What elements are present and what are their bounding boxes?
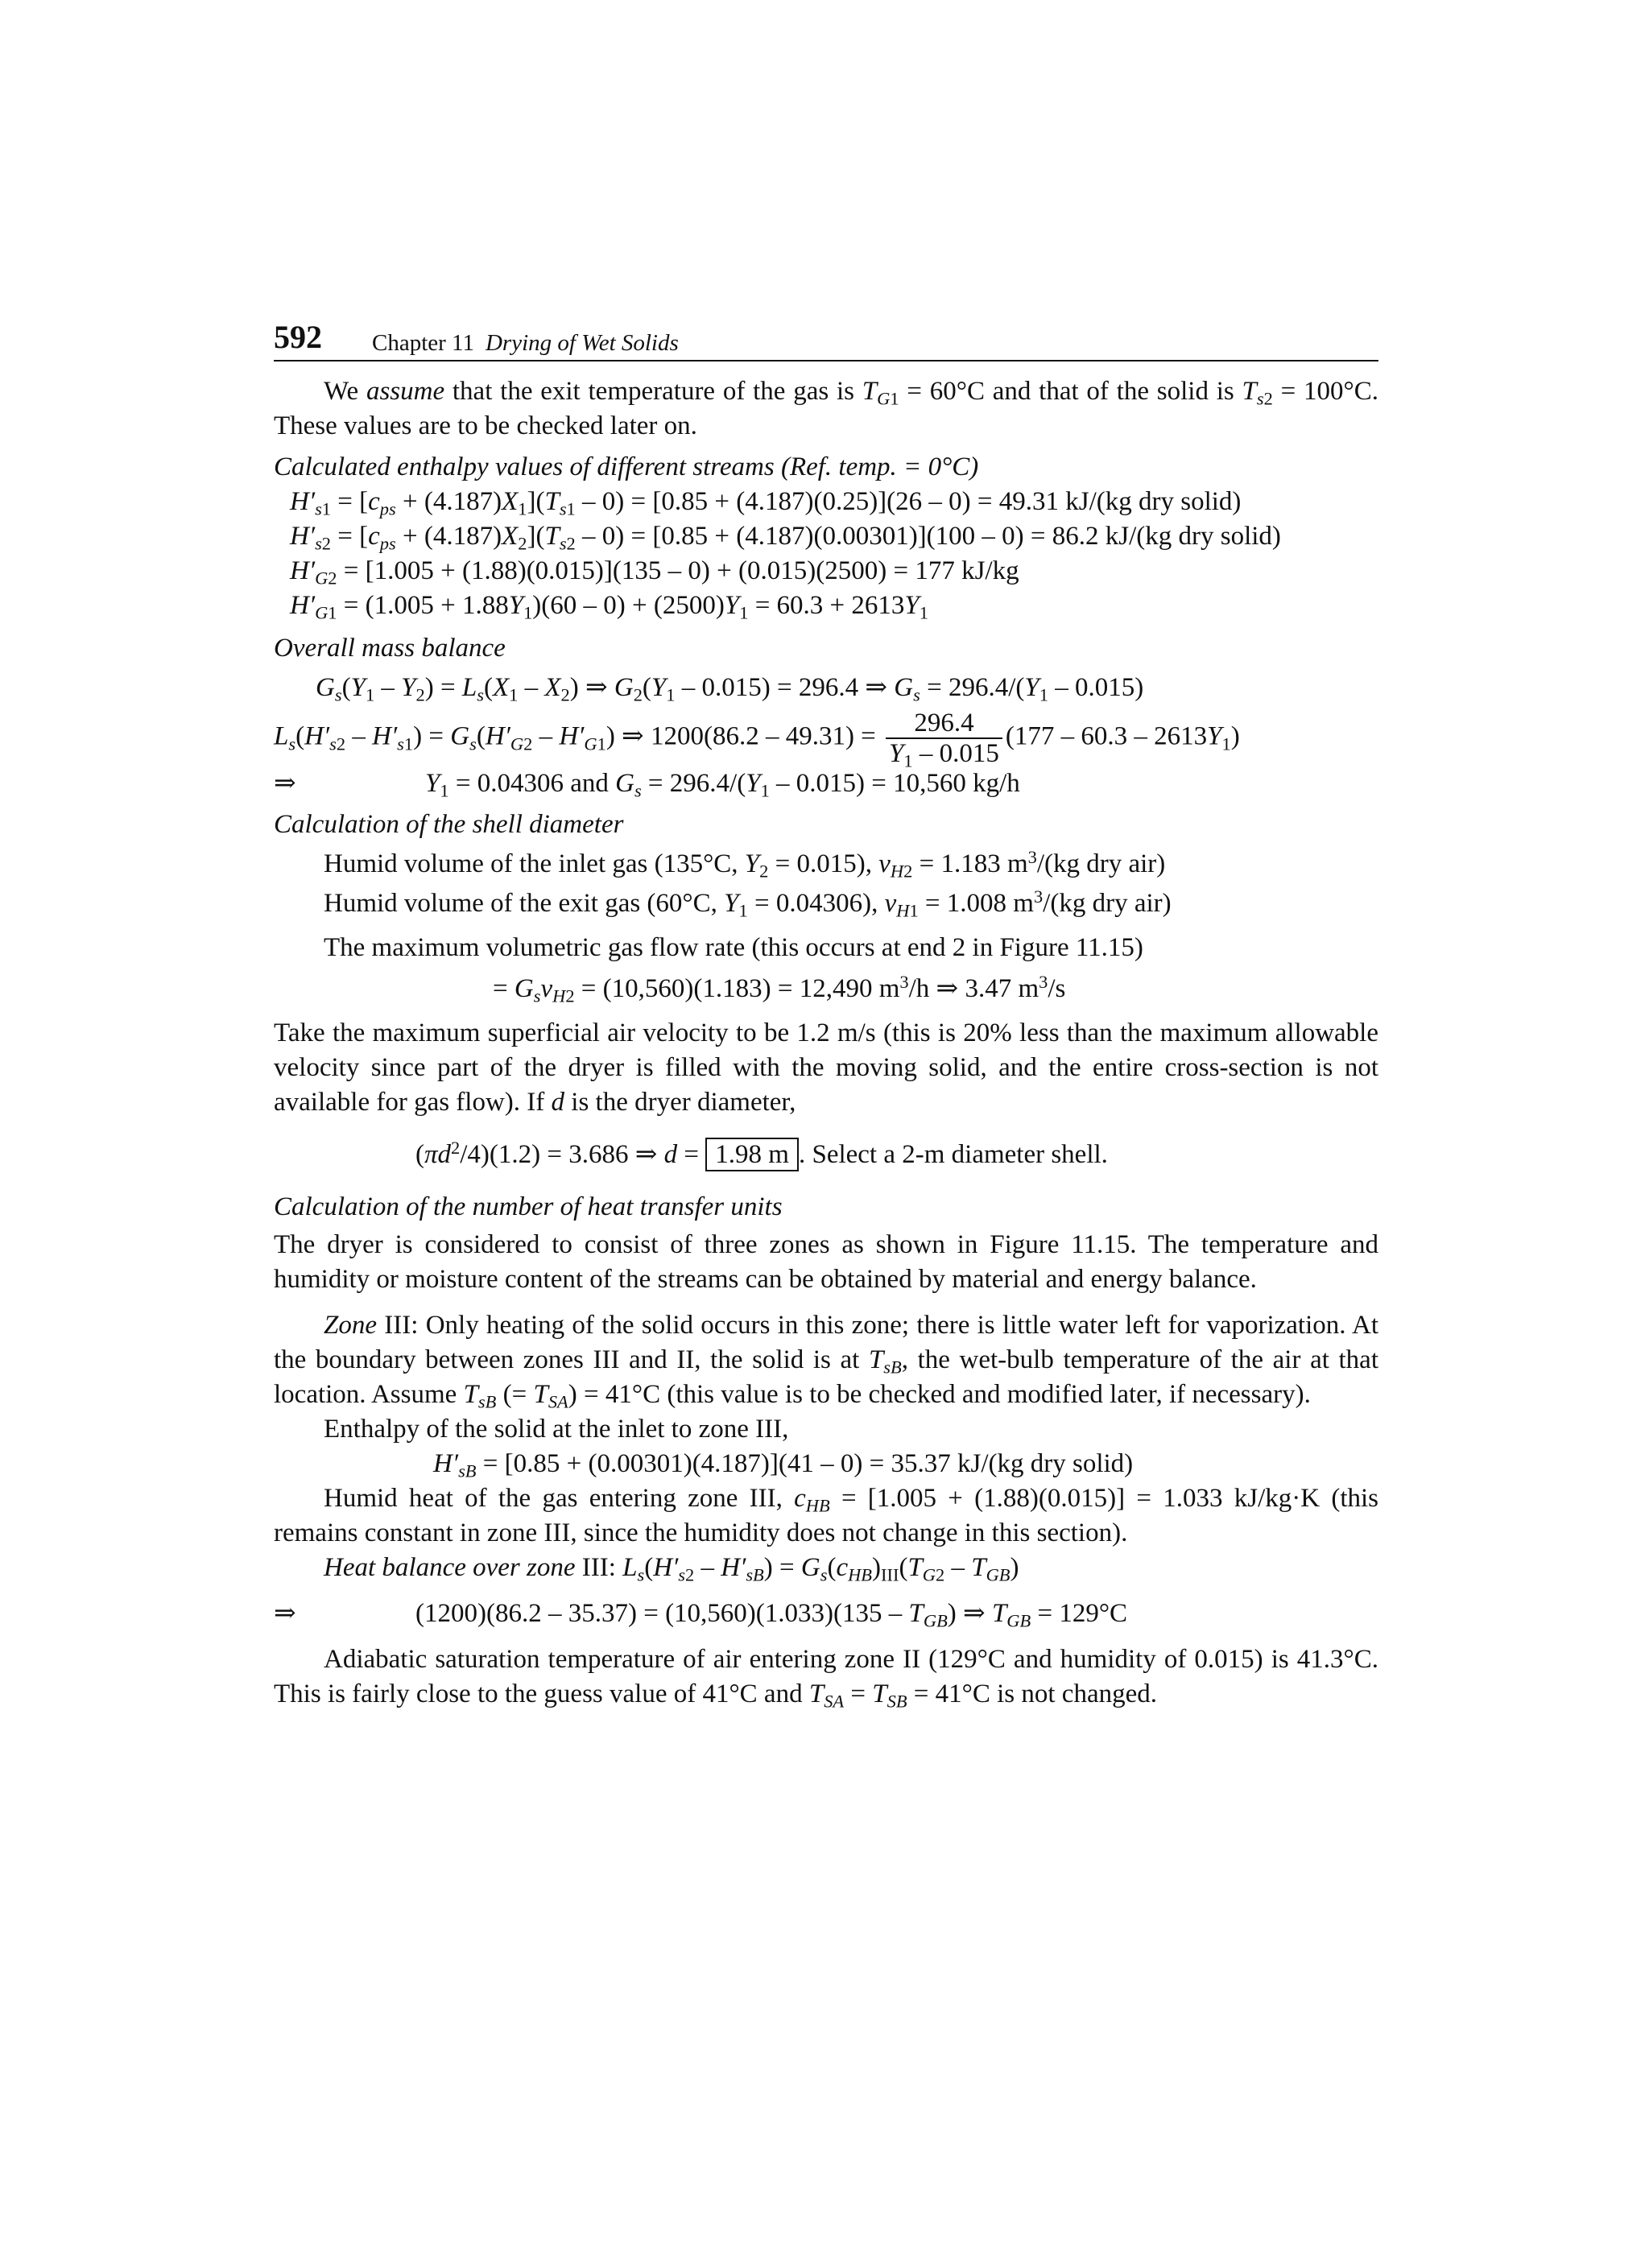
equation-hg1: $H'_{G1} = (1.005 + 1.88Y_1)(60 - 0) + (2500)Y_1 = 60.3 + 2613Y_1$ <box>290 591 928 623</box>
humid-volume-exit: Humid volume of the exit gas (60°C, $Y_1 = 0.04306$), $v_{H1} = 1.008$ $m^3/(kg$ dry air) <box>324 886 1172 921</box>
humid-heat-paragraph: Humid heat of the gas entering zone III, $c_{HB} = [1.005 + (1.88)(0.015)] = 1.033$ kJ/kg·K (this remains constant in zone III, since the humidity does not change in this section). <box>274 1484 1378 1547</box>
equation-hs2: $H'_{s2} = [c_{ps} + (4.187)X_2](T_{s2} - 0) = [0.85 + (4.187)(0.00301)](100 - 0) = 86.2$ kJ/(kg dry solid) <box>290 522 1281 554</box>
equation-mass-balance: $G_s(Y_1 - Y_2) = L_s(X_1 - X_2)$ ⇒ $G_2(Y_1 - 0.015) = 296.4$ ⇒ $G_s = 296.4/(Y_1 - 0.015)$ <box>316 673 1144 705</box>
fraction: $\frac{296.4}{Y_1 - 0.015}$ <box>886 708 1002 768</box>
equation-hsb: $H'_{sB} = [0.85 + (0.00301)(4.187)](41 - 0) = 35.37$ kJ/(kg dry solid) <box>433 1449 1134 1481</box>
section-heading-ntu: Calculation of the number of heat transfer units <box>274 1192 783 1221</box>
chapter-number: Chapter 11 <box>372 330 474 356</box>
equation-hs1: $H'_{s1} = [c_{ps} + (4.187)X_1](T_{s1} - 0) = [0.85 + (4.187)(0.25)](26 - 0) = 49.31$ kJ/(kg dry solid) <box>290 487 1242 519</box>
assumption-paragraph: We assume that the exit temperature of the gas is $T_{G1} = 60^\circ C$ and that of the solid is $T_{s2} = 100^\circ C$. These values are to be checked later on. <box>274 377 1378 440</box>
equation-result-tgb: ⇒ $(1200)(86.2 - 35.37) = (10,560)(1.033)(135 - T_{GB})$ ⇒ $T_{GB} = 129^\circ C$ <box>274 1599 1128 1631</box>
zones-paragraph: The dryer is considered to consist of three zones as shown in Figure 11.15. The temperature and humidity or moisture content of the streams can be obtained by material and energy balance. <box>274 1230 1378 1294</box>
section-heading-mass-balance: Overall mass balance <box>274 634 506 663</box>
enthalpy-equations <box>274 485 1378 623</box>
equation-result-y1: ⇒ $Y_1 = 0.04306$ and $G_s = 296.4/(Y_1 - 0.015) = 10,560$ kg/h <box>274 769 1020 801</box>
running-header <box>274 318 1378 361</box>
page-content <box>274 318 1378 1712</box>
chapter-label <box>372 326 679 361</box>
page-number: 592 <box>274 319 322 355</box>
max-flow-text: The maximum volumetric gas flow rate (this occurs at end 2 in Figure 11.15) <box>324 933 1143 962</box>
humid-volume-inlet: Humid volume of the inlet gas (135°C, $Y_2 = 0.015$), $v_{H2} = 1.183$ $m^3/(kg$ dry air) <box>324 846 1166 882</box>
equation-max-flow: = $G_sv_{H2} = (10,560)(1.183) = 12,490$ $m^3/h$ ⇒ 3.47 $m^3/s$ <box>493 971 1066 1006</box>
heat-balance-line: Heat balance over zone III: $L_s(H'_{s2} - H'_{sB}) = G_s(c_{HB})_{III}(T_{G2} - T_{GB})$ <box>324 1553 1019 1585</box>
equation-diameter: $(\pi d^2/4)(1.2) = 3.686$ ⇒ d = 1.98 m . Select a 2-m diameter shell. <box>274 1138 1378 1172</box>
section-heading-shell: Calculation of the shell diameter <box>274 810 624 839</box>
humid-volumes <box>274 847 1378 965</box>
chapter-title: Drying of Wet Solids <box>485 330 679 356</box>
adiabatic-paragraph: Adiabatic saturation temperature of air entering zone II (129°C and humidity of 0.015) is 41.3°C. This is fairly close to the guess value of 41°C and $T_{SA} = T_{SB} = 41^\circ C$ is not changed. <box>274 1645 1378 1712</box>
enthalpy-inlet-text: Enthalpy of the solid at the inlet to zone III, <box>324 1415 789 1444</box>
velocity-paragraph: Take the maximum superficial air velocity to be 1.2 m/s (this is 20% less than the maximum allowable velocity since part of the dryer is filled with the moving solid, and the entire cross-section is not available for gas flow). If d is the dryer diameter, <box>274 1018 1378 1117</box>
equation-hg2: $H'_{G2} = [1.005 + (1.88)(0.015)](135 - 0) + (0.015)(2500) = 177$ kJ/kg <box>290 556 1019 589</box>
equation-energy-balance: $L_s(H'_{s2} - H'_{s1}) = G_s(H'_{G2} - H'_{G1})$ ⇒ 1200(86.2 – 49.31) = $\frac{296.4}{Y_1 - 0.015}$ $(177 - 60.3 - 2613Y_1)$ <box>274 708 1240 771</box>
zone-three-paragraph: Zone III: Only heating of the solid occurs in this zone; there is little water left for vaporization. At the boundary between zones III and II, the solid is at $T_{sB}$, the wet-bulb temperature of the air at that location. Assume $T_{sB}$ (= $T_{SA}) = 41^\circ C$ (this value is to be checked and modified later, if necessary). <box>274 1311 1378 1412</box>
boxed-result: 1.98 m <box>705 1138 799 1171</box>
section-heading-enthalpy: Calculated enthalpy values of different streams (Ref. temp. = 0°C) <box>274 452 979 481</box>
